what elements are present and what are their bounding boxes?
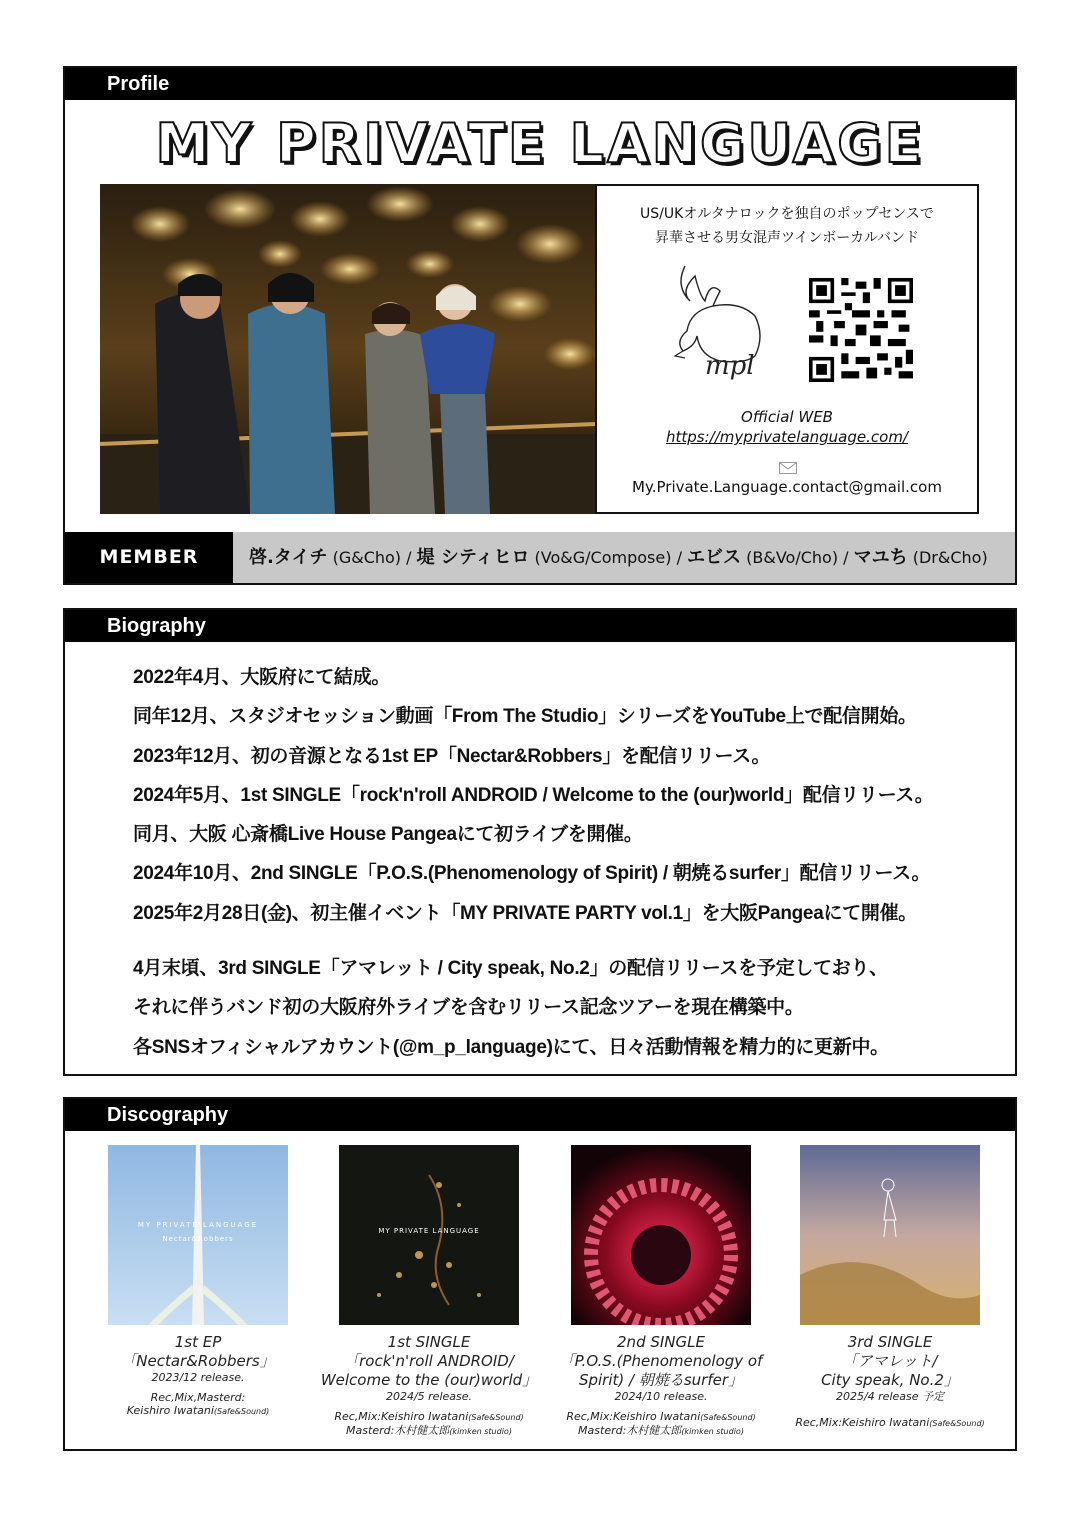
release-credit xyxy=(775,1416,1005,1430)
bio-line: 同年12月、スタジオセッション動画「From The Studio」シリーズをYouTube上で配信開始。 xyxy=(133,706,917,728)
credit-studio: (kimken studio) xyxy=(681,1427,744,1436)
release-title xyxy=(83,1333,313,1371)
release-title xyxy=(775,1333,1005,1390)
release-type: 1st EP xyxy=(174,1333,222,1351)
bio-line: 2022年4月、大阪府にて結成。 xyxy=(133,667,391,688)
release-name: 「Nectar&Robbers」 xyxy=(121,1352,275,1370)
release-item[interactable] xyxy=(546,1145,776,1438)
credit-studio: (Safe&Sound) xyxy=(213,1407,270,1416)
cover-text: MY PRIVATE LANGUAGE xyxy=(137,1221,259,1229)
official-web-label: Official WEB xyxy=(741,408,833,426)
bio-line: 2025年2月28日(金)、初主催イベント「MY PRIVATE PARTY vol.1」を大阪Pangeaにて開催。 xyxy=(133,902,917,924)
cover-art-nectar-robbers[interactable] xyxy=(108,1145,288,1325)
profile-info-box xyxy=(595,184,979,514)
member-role: (G&Cho) xyxy=(332,548,402,567)
release-name: 「rock'n'roll ANDROID/ xyxy=(344,1352,514,1370)
credit-studio: (kimken studio) xyxy=(449,1427,512,1436)
discography-section xyxy=(63,1097,1017,1451)
member-role: (Vo&G/Compose) xyxy=(534,548,672,567)
member-name: 堤 シティヒロ xyxy=(416,547,530,568)
credit-line: Rec,Mix:Keishiro Iwatani xyxy=(334,1410,469,1423)
tagline-line-2: 昇華させる男女混声ツインボーカルバンド xyxy=(654,230,920,246)
credit-studio: (Safe&Sound) xyxy=(929,1419,985,1428)
band-photo xyxy=(100,184,596,514)
member-role: (B&Vo/Cho) xyxy=(746,548,839,567)
member-separator: / xyxy=(843,548,849,567)
tagline xyxy=(597,202,977,250)
release-name: 「P.O.S.(Phenomenology of xyxy=(559,1352,763,1370)
band-name-title: MY PRIVATE LANGUAGE xyxy=(155,112,925,175)
credit-studio: (Safe&Sound) xyxy=(700,1413,756,1422)
biography-section xyxy=(63,608,1017,1076)
bio-line: 2024年5月、1st SINGLE「rock'n'roll ANDROID / Welcome to the (our)world」配信リリース。 xyxy=(133,784,934,806)
bio-line: 各SNSオフィシャルアカウント(@m_p_language)にて、日々活動情報を精力的に更新中。 xyxy=(133,1036,889,1058)
release-type: 1st SINGLE xyxy=(387,1333,471,1351)
credit-studio: (Safe&Sound) xyxy=(468,1413,524,1422)
member-name: エビス xyxy=(687,547,742,568)
qr-code-icon[interactable] xyxy=(809,278,913,382)
profile-section xyxy=(63,66,1017,585)
release-date: 2024/5 release. xyxy=(385,1390,473,1403)
biography-header: Biography xyxy=(65,610,1015,642)
release-type: 3rd SINGLE xyxy=(847,1333,933,1351)
release-name: City speak, No.2」 xyxy=(821,1371,959,1389)
cover-art-amaretto[interactable] xyxy=(800,1145,980,1325)
official-web-link[interactable]: https://myprivatelanguage.com/ xyxy=(666,428,908,446)
credit-line: Keishiro Iwatani xyxy=(126,1404,214,1417)
release-title xyxy=(546,1333,776,1390)
bio-line: 2024年10月、2nd SINGLE「P.O.S.(Phenomenology of Spirit) / 朝焼るsurfer」配信リリース。 xyxy=(133,863,931,885)
tagline-line-1: US/UKオルタナロックを独自のポップセンスで xyxy=(640,206,934,222)
cover-art-pos[interactable] xyxy=(571,1145,751,1325)
release-date: 2023/12 release. xyxy=(151,1371,245,1384)
release-item[interactable] xyxy=(775,1145,1005,1430)
credit-line: Rec,Mix:Keishiro Iwatani xyxy=(566,1410,701,1423)
mail-icon xyxy=(779,462,797,474)
profile-header: Profile xyxy=(65,68,1015,100)
bio-line: それに伴うバンド初の大阪府外ライブを含むリリース記念ツアーを現在構築中。 xyxy=(133,997,804,1019)
member-bar xyxy=(65,532,1015,583)
biography-text xyxy=(133,658,933,1067)
member-name: 啓.タイチ xyxy=(249,547,328,568)
rooster-logo-icon xyxy=(665,256,785,396)
credit-line: Masterd:木村健太郎 xyxy=(578,1424,682,1437)
discography-header: Discography xyxy=(65,1099,1015,1131)
release-name: Welcome to the (our)world」 xyxy=(320,1371,538,1389)
contact-email-link[interactable]: My.Private.Language.contact@gmail.com xyxy=(632,478,942,496)
credit-line: Rec,Mix,Masterd: xyxy=(150,1391,246,1404)
logo-text: mpl xyxy=(705,351,755,381)
member-separator: / xyxy=(406,548,412,567)
release-credit xyxy=(314,1410,544,1438)
release-credit xyxy=(546,1410,776,1438)
release-credit xyxy=(83,1391,313,1418)
bio-line: 2023年12月、初の音源となる1st EP「Nectar&Robbers」を配信リリース。 xyxy=(133,745,771,767)
member-label: MEMBER xyxy=(65,532,233,583)
cover-text: Nectar&Robbers xyxy=(162,1235,234,1243)
release-name: Spirit) / 朝焼るsurfer」 xyxy=(578,1371,744,1389)
member-name: マユち xyxy=(853,547,908,568)
release-date: 2025/4 release 予定 xyxy=(835,1390,945,1403)
release-item[interactable] xyxy=(83,1145,313,1418)
release-type: 2nd SINGLE xyxy=(617,1333,705,1351)
bio-line: 同月、大阪 心斎橋Live House Pangeaにて初ライブを開催。 xyxy=(133,824,643,846)
member-role: (Dr&Cho) xyxy=(912,548,988,567)
credit-line: Rec,Mix:Keishiro Iwatani xyxy=(795,1416,930,1429)
cover-art-rocknroll-android[interactable] xyxy=(339,1145,519,1325)
release-date: 2024/10 release. xyxy=(614,1390,708,1403)
release-title xyxy=(314,1333,544,1390)
member-separator: / xyxy=(676,548,682,567)
member-list xyxy=(249,532,988,583)
credit-line: Masterd:木村健太郎 xyxy=(346,1424,450,1437)
release-item[interactable] xyxy=(314,1145,544,1438)
cover-text: MY PRIVATE LANGUAGE xyxy=(378,1227,480,1235)
bio-line: 4月末頃、3rd SINGLE「アマレット / City speak, No.2」の配信リリースを予定しており、 xyxy=(133,958,888,980)
release-name: 「アマレット/ xyxy=(842,1352,938,1370)
